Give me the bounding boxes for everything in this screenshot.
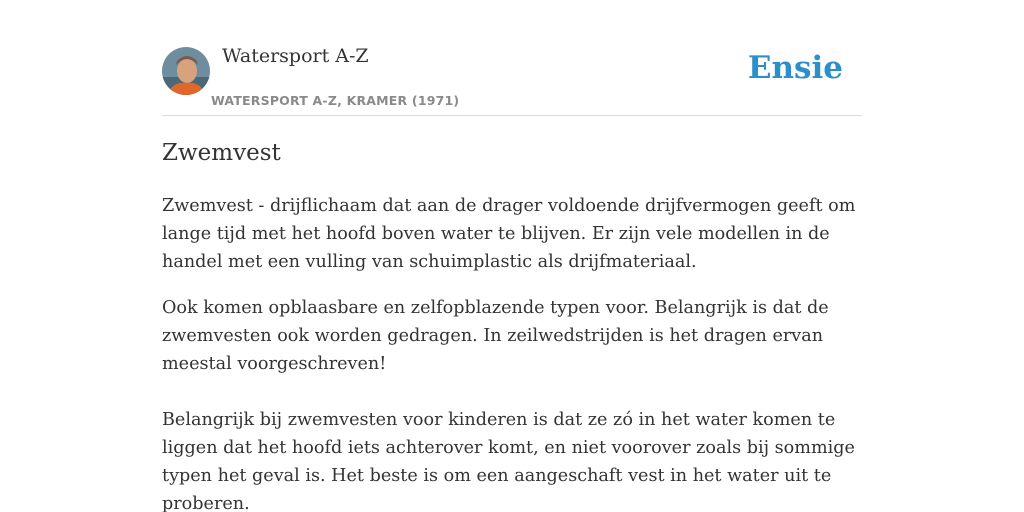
entry-paragraph: Ook komen opblaasbare en zelfopblazende typen voor. Belangrijk is dat de zwemvesten ook worden gedragen. In zeilwedstrijden is het dragen ervan meestal voorgeschreven! Belangrijk bij zwemvesten voor kinderen is dat ze zó in het water komen te liggen dat het hoofd iets achterover komt, en niet voorover zoals bij sommige typen het geval is. Het beste is om een aangeschaft vest in het water uit te proberen. — [162, 298, 855, 512]
entry-body — [162, 192, 867, 512]
author-name[interactable]: Watersport A-Z — [222, 45, 369, 67]
site-logo[interactable]: Ensie — [747, 50, 843, 86]
source-attribution[interactable]: WATERSPORT A-Z, KRAMER (1971) — [211, 93, 460, 108]
avatar-photo-icon — [162, 47, 210, 95]
author-avatar[interactable] — [162, 47, 210, 95]
entry-title: Zwemvest — [162, 140, 281, 166]
header-divider — [162, 115, 862, 116]
entry-paragraph: Zwemvest - drijflichaam dat aan de drager voldoende drijfvermogen geeft om lange tijd met het hoofd boven water te blijven. Er zijn vele modellen in de handel met een vulling van schuimplastic als drijfmateriaal. — [162, 196, 856, 272]
